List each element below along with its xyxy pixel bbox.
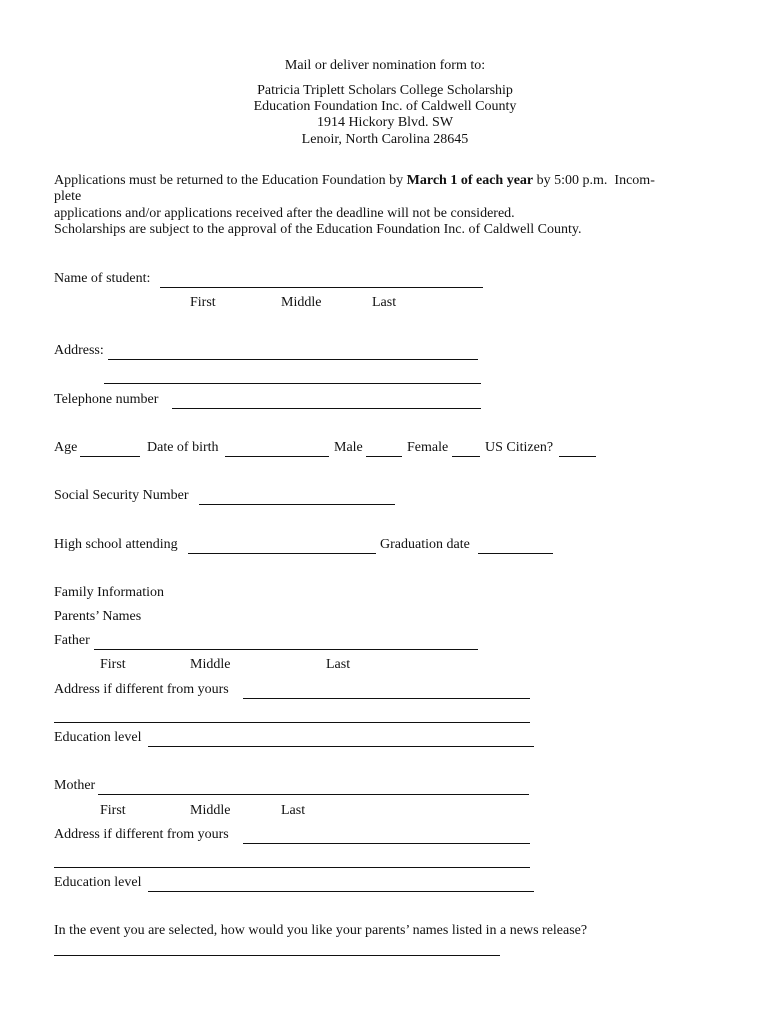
deadline-text-post: by 5:00 p.m. Incom-	[533, 173, 655, 188]
deadline-text-pre: Applications must be returned to the Education Foundation by	[54, 173, 407, 188]
address-label: Address:	[54, 343, 104, 358]
deadline-instruction	[54, 173, 655, 189]
mother-address-field-2[interactable]	[54, 853, 530, 868]
father-name-field[interactable]	[94, 635, 478, 650]
father-label: Father	[54, 633, 90, 648]
father-address-field-1[interactable]	[243, 684, 530, 699]
late-applications-note: applications and/or applications received after the deadline will not be considered.	[54, 206, 515, 221]
graduation-date-label: Graduation date	[380, 537, 470, 552]
dob-field[interactable]	[225, 442, 329, 457]
graduation-date-field[interactable]	[478, 539, 553, 554]
mother-last-label: Last	[281, 803, 306, 818]
deadline-date: March 1 of each year	[406, 173, 534, 188]
mother-address-field-1[interactable]	[243, 829, 530, 844]
student-name-first-label: First	[190, 295, 216, 310]
student-name-last-label: Last	[372, 295, 397, 310]
ssn-label: Social Security Number	[54, 488, 189, 503]
father-education-field[interactable]	[148, 732, 534, 747]
female-field[interactable]	[452, 442, 480, 457]
address-line-1: Patricia Triplett Scholars College Scholarship	[257, 83, 513, 98]
student-name-middle-label: Middle	[281, 295, 322, 310]
address-line-3: 1914 Hickory Blvd. SW	[316, 115, 454, 130]
mother-label: Mother	[54, 778, 96, 793]
mother-first-label: First	[100, 803, 126, 818]
deadline-wrap: plete	[54, 189, 82, 204]
male-field[interactable]	[366, 442, 402, 457]
telephone-field[interactable]	[172, 394, 481, 409]
news-release-question: In the event you are selected, how would you like your parents’ names listed in a news release?	[54, 923, 588, 938]
ssn-field[interactable]	[199, 490, 395, 505]
father-education-label: Education level	[54, 730, 142, 745]
mother-education-field[interactable]	[148, 877, 534, 892]
approval-note: Scholarships are subject to the approval of the Education Foundation Inc. of Caldwell County.	[54, 222, 582, 237]
address-line-2: Education Foundation Inc. of Caldwell County	[253, 99, 517, 114]
father-address-field-2[interactable]	[54, 708, 530, 723]
address-field-1[interactable]	[108, 345, 478, 360]
male-label: Male	[334, 440, 363, 455]
mother-middle-label: Middle	[190, 803, 231, 818]
address-line-4: Lenoir, North Carolina 28645	[301, 132, 469, 147]
mother-education-label: Education level	[54, 875, 142, 890]
news-release-field[interactable]	[54, 941, 500, 956]
mail-instruction: Mail or deliver nomination form to:	[284, 58, 486, 73]
high-school-field[interactable]	[188, 539, 376, 554]
dob-label: Date of birth	[147, 440, 219, 455]
father-address-label: Address if different from yours	[54, 682, 229, 697]
telephone-label: Telephone number	[54, 392, 159, 407]
father-middle-label: Middle	[190, 657, 231, 672]
student-name-label: Name of student:	[54, 271, 151, 286]
age-label: Age	[54, 440, 78, 455]
high-school-label: High school attending	[54, 537, 178, 552]
citizen-field[interactable]	[559, 442, 596, 457]
father-last-label: Last	[326, 657, 351, 672]
family-info-heading: Family Information	[54, 585, 165, 600]
address-field-2[interactable]	[104, 369, 481, 384]
mother-address-label: Address if different from yours	[54, 827, 229, 842]
female-label: Female	[407, 440, 449, 455]
parents-names-label: Parents’ Names	[54, 609, 142, 624]
student-name-field[interactable]	[160, 273, 483, 288]
father-first-label: First	[100, 657, 126, 672]
age-field[interactable]	[80, 442, 140, 457]
citizen-label: US Citizen?	[485, 440, 554, 455]
mother-name-field[interactable]	[98, 780, 529, 795]
